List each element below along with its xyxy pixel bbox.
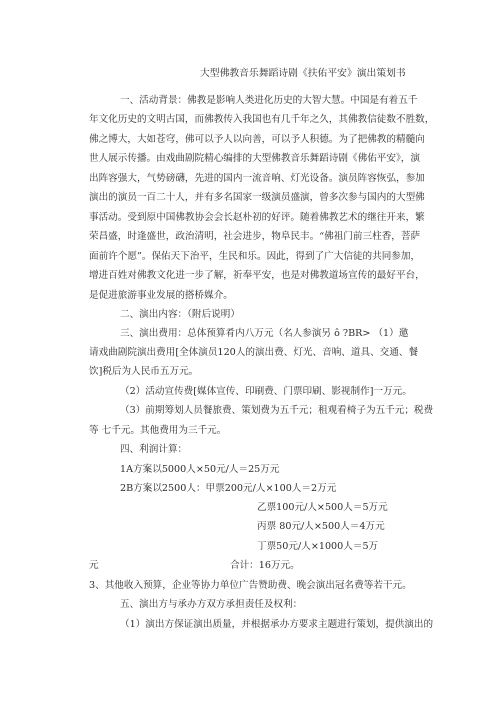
section-heading: 二、演出内容：（附后说明） [120,309,240,320]
ticket-b-line: 乙票100元/人×500人＝5万元 [257,502,388,513]
paragraph-line: 世人展示传播。由戏曲剧院精心编排的大型佛教音乐舞蹈诗剧《佛佑平安》，演 [89,153,420,164]
paragraph-line: 事活动。受到原中国佛教协会会长赵朴初的好评。随着佛教艺术的继往开来，繁 [89,212,425,223]
paragraph-line: 请戏曲剧院演出费用[全体演员120人的演出费、灯光、音响、道具、交通、餐 [89,347,419,358]
unit-fragment: 元 [89,560,99,571]
paragraph-line: 是促进旅游事业发展的搭桥媒介。 [89,290,233,301]
paragraph-line: 年文化历史的文明古国，而佛教传入我国也有几千年之久，其佛教信徒数不胜数， [89,114,435,125]
paragraph-line: （3）前期筹划人员餐旅费、策划费为五千元；租观看椅子为五千元；税费 [120,405,434,416]
paragraph-line: 3、其他收入预算，企业等协力单位广告赞助费、晚会演出冠名费等若干元。 [89,580,412,591]
paragraph-line: （1）演出方保证演出质量，并根据承办方要求主题进行策划，提供演出的 [120,619,434,630]
document-title: 大型佛教音乐舞蹈诗剧《扶佑平安》演出策划书 [200,68,406,79]
paragraph-line: 演出的演员一百二十人，并有多名国家一级演员盛演，曾多次参与国内的大型佛 [89,192,425,203]
paragraph-line: 荣昌盛，时逢盛世，政治清明，社会进步，物阜民丰。“佛祖门前三柱香，菩萨 [89,231,421,242]
ticket-c-line: 丙票 80元/人×500人＝4万元 [257,521,385,532]
section-heading: 四、利润计算： [120,444,188,455]
paragraph-line: 一、活动背景：佛教是影响人类进化历史的大智大慧。中国是有着五千 [120,95,418,106]
section-heading: 五、演出方与承办方双方承担责任及权利： [120,599,303,610]
plan-a-line: 1A方案以5000人×50元/人＝25万元 [120,464,280,475]
paragraph-line: 三、演出费用：总体预算肴内八万元（名人参演另 ô ?BR> （1）邀 [120,328,409,339]
paragraph-line: 佛之博大，大如苍穹，佛可以予人以向善，可以予人积德。为了把佛教的精髓向 [89,134,425,145]
paragraph-line: 饮]税后为人民币五万元。 [89,366,199,377]
total-line: 合计：16万元。 [230,560,300,571]
ticket-d-line: 丁票50元/人×1000人＝5万 [257,541,379,552]
paragraph-line: 面前许个愿”。保佑天下治平，生民和乐。因此，得到了广大信徒的共同参加， [89,251,421,262]
paragraph-line: 等 七千元。其他费用为三千元。 [89,425,227,436]
plan-b-line: 2B方案以2500人：甲票200元/人×100人＝2万元 [120,483,337,494]
paragraph-line: 出阵容强大，气势磅礴，先进的国内一流音响、灯光设备。演员阵容恢弘，参加 [89,173,425,184]
paragraph-line: （2）活动宣传费[媒体宣传、印刷费、门票印刷、影视制作]一万元。 [120,386,412,397]
paragraph-line: 增进百姓对佛教文化进一步了解，祈奉平安，也是对佛教道场宣传的最好平台， [89,270,425,281]
